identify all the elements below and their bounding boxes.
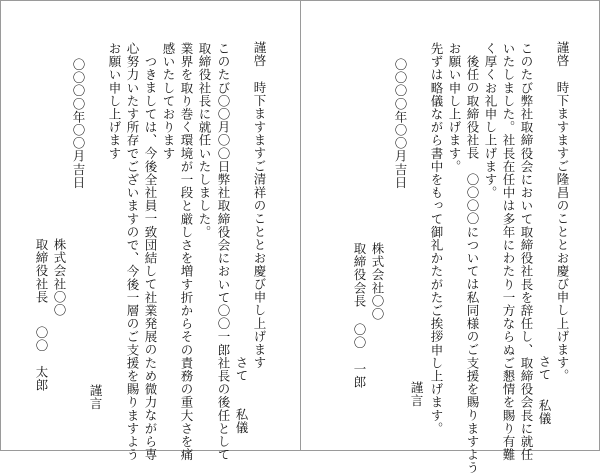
closing-word: 謹言 [88, 384, 103, 411]
preface-word: さて [234, 356, 249, 383]
opening-greeting: 時下ますますご隆昌のこととお慶び申し上げます。 [555, 81, 570, 383]
body-line: 心努力いたす所存でございますので、今後一層のご支援を賜りますよう [125, 42, 140, 462]
body-line: このたび〇〇月〇〇日弊社取締役会において〇〇一郎社長の後任として [216, 42, 231, 462]
signer-title: 取締役社長 [34, 238, 49, 304]
salutation: 謹啓 [252, 41, 267, 68]
self-reference: 私儀 [234, 408, 249, 435]
closing-word: 謹言 [409, 381, 424, 408]
body-line: お願い申し上げます。 [447, 42, 462, 173]
body-line: いたしました。社長在任中は多年にわたり一方ならぬご懇情を賜り有難 [501, 42, 516, 462]
body-line: お願い申し上げます [107, 42, 122, 160]
body-line: 先ずは略儀ながら書中をもって御礼かたがたご挨拶申し上げます。 [429, 42, 444, 435]
date: 〇〇〇〇年〇〇月吉日 [71, 58, 86, 189]
body-line: 業界を取り巻く環境が一段と厳しさを増す折からその責務の重大さを痛 [179, 42, 194, 462]
left-letter [1, 1, 300, 462]
company-name: 株式会社〇〇 [52, 238, 67, 317]
right-letter [301, 1, 599, 474]
body-line: く厚くお礼申し上げます。 [483, 42, 498, 200]
company-name: 株式会社〇〇 [370, 242, 385, 321]
body-line: 感いたしております [161, 42, 176, 160]
preface-word: さて [537, 355, 552, 382]
body-line: 取締役社長に就任いたしました。 [197, 42, 212, 239]
body-line: 後任の取締役社長 〇〇〇〇については私同様のご支援を賜りますよう [465, 55, 480, 474]
opening-greeting: 時下ますますご清祥のこととお慶び申し上げます [252, 81, 267, 370]
salutation: 謹啓 [555, 41, 570, 68]
body-line: つきましては、今後全社員一致団結して社業発展のため微力ながら専 [143, 55, 158, 462]
signer-name: 〇〇 太郎 [34, 326, 49, 392]
body-line: このたび弊社取締役会において取締役社長を辞任し、取締役会長に就任 [519, 42, 534, 462]
signer-name: 〇〇 一郎 [352, 323, 367, 389]
signer-title: 取締役会長 [352, 242, 367, 308]
self-reference: 私儀 [537, 399, 552, 426]
date: 〇〇〇〇年〇〇月吉日 [393, 58, 408, 189]
